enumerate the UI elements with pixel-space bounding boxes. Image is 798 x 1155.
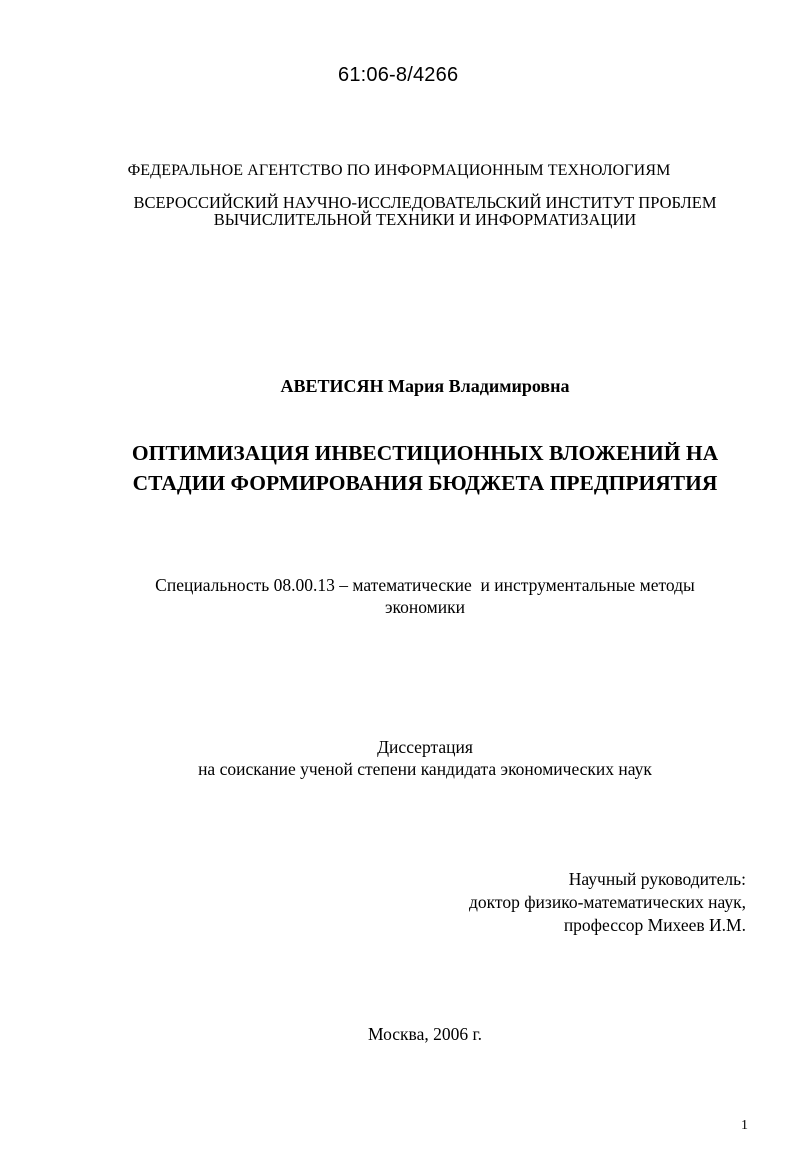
advisor-name: профессор Михеев И.М. (563, 915, 746, 935)
author-name: АВЕТИСЯН Мария Владимировна (280, 376, 570, 396)
dissertation-label: Диссертация (377, 737, 473, 757)
advisor-degree: доктор физико-математических наук, (469, 892, 746, 912)
institute-line-2: ВЫЧИСЛИТЕЛЬНОЙ ТЕХНИКИ И ИНФОРМАТИЗАЦИИ (213, 210, 637, 229)
institute-heading (0, 194, 798, 228)
advisor-block (469, 868, 746, 937)
dissertation-title (0, 438, 798, 498)
agency-heading: ФЕДЕРАЛЬНОЕ АГЕНТСТВО ПО ИНФОРМАЦИОННЫМ ТЕХНОЛОГИЯМ (127, 162, 671, 179)
specialty-line-2: экономики (385, 597, 465, 617)
archive-stamp-number: 61:06-8/4266 (338, 64, 459, 86)
city-year: Москва, 2006 г. (367, 1024, 483, 1044)
title-line-1: ОПТИМИЗАЦИЯ ИНВЕСТИЦИОННЫХ ВЛОЖЕНИЙ НА (131, 441, 719, 465)
degree-description: на соискание ученой степени кандидата экономических наук (198, 759, 652, 779)
specialty-line-1: Специальность 08.00.13 – математические и инструментальные методы (155, 575, 695, 595)
institute-line-1: ВСЕРОССИЙСКИЙ НАУЧНО-ИССЛЕДОВАТЕЛЬСКИЙ ИНСТИТУТ ПРОБЛЕМ (133, 193, 717, 212)
advisor-label: Научный руководитель: (568, 869, 746, 889)
dissertation-type-block (0, 736, 798, 780)
page-number: 1 (741, 1118, 748, 1133)
title-line-2: СТАДИИ ФОРМИРОВАНИЯ БЮДЖЕТА ПРЕДПРИЯТИЯ (132, 471, 718, 495)
specialty-block (0, 574, 798, 618)
